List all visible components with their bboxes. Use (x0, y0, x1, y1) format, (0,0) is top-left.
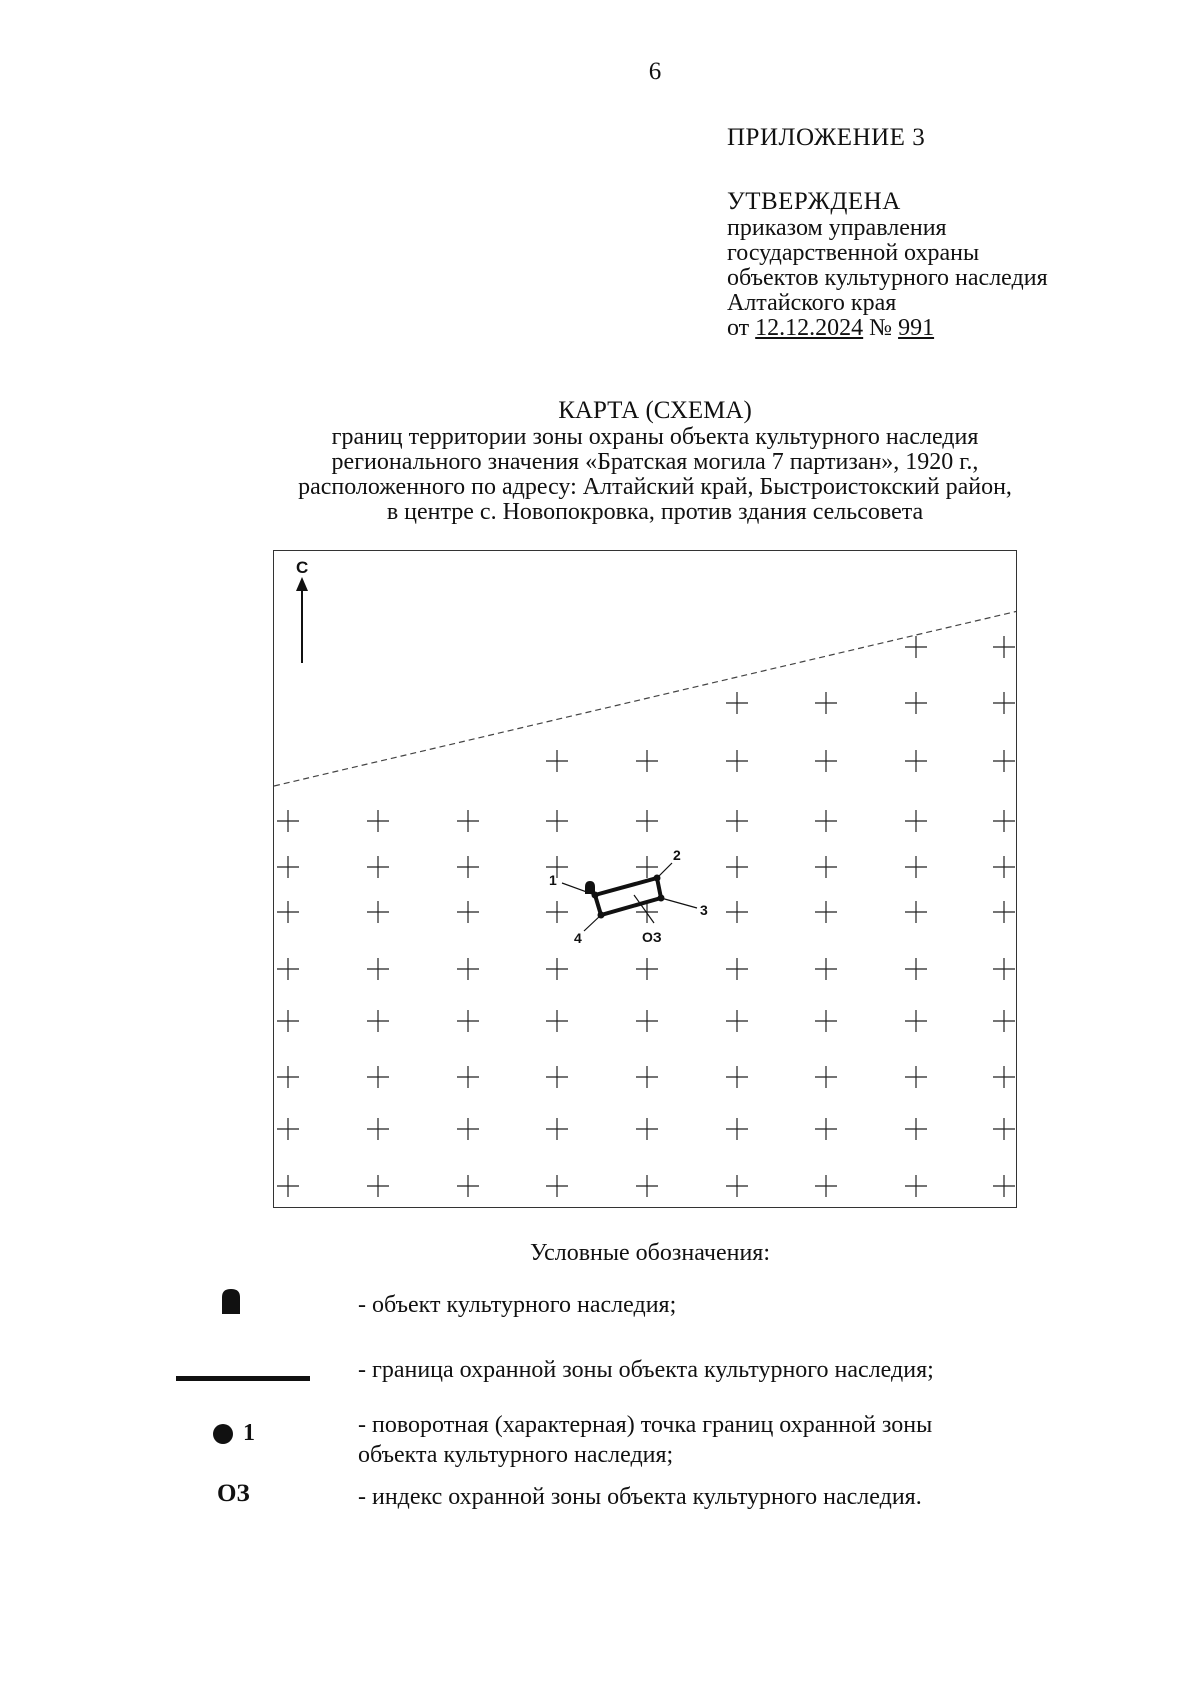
legend-index-label: ОЗ (217, 1480, 250, 1507)
approval-line: приказом управления (727, 215, 947, 241)
grid-cross (277, 1010, 299, 1032)
map-subtitle (0, 425, 1200, 525)
grid-cross (636, 750, 658, 772)
date-prefix: от (727, 315, 750, 341)
grid-cross (367, 1066, 389, 1088)
grid-cross (277, 901, 299, 923)
map-frame (273, 550, 1017, 1208)
grid-cross (905, 810, 927, 832)
grid-cross (636, 1010, 658, 1032)
grid-cross (905, 692, 927, 714)
grid-cross (993, 1010, 1015, 1032)
grid-cross (726, 1175, 748, 1197)
approval-block (727, 188, 1048, 341)
grid-cross (277, 958, 299, 980)
grid-cross (993, 1118, 1015, 1140)
grid-cross (815, 1175, 837, 1197)
turning-point (658, 895, 665, 902)
legend-boundary-text: - граница охранной зоны объекта культурного наследия; (358, 1357, 934, 1383)
grid-cross (905, 856, 927, 878)
map-title-block (0, 397, 1200, 525)
boundary-line-icon (176, 1376, 310, 1381)
grid-cross (546, 810, 568, 832)
grid-cross (993, 856, 1015, 878)
grid-cross (815, 750, 837, 772)
grid-cross (636, 1066, 658, 1088)
map-subtitle-line: расположенного по адресу: Алтайский край, Быстроистокский район, (298, 474, 1012, 500)
grid-cross (905, 958, 927, 980)
grid-cross (277, 1066, 299, 1088)
grid-cross (546, 1118, 568, 1140)
grid-cross (457, 1175, 479, 1197)
grid-cross (636, 1118, 658, 1140)
grid-cross (546, 901, 568, 923)
grid-cross (726, 901, 748, 923)
approval-line: объектов культурного наследия (727, 265, 1048, 291)
grid-cross (636, 1175, 658, 1197)
grid-cross (815, 901, 837, 923)
grid-cross (277, 1118, 299, 1140)
road-edge-line (274, 611, 1017, 786)
approval-line: Алтайского края (727, 290, 897, 316)
approval-date: 12.12.2024 (755, 315, 864, 341)
grid-cross (993, 636, 1015, 658)
grid-cross (726, 958, 748, 980)
approval-number: 991 (898, 315, 935, 341)
grid-cross (277, 856, 299, 878)
north-label: С (296, 558, 309, 577)
grid-cross (993, 1175, 1015, 1197)
grid-cross (367, 901, 389, 923)
grid-cross (367, 1175, 389, 1197)
grid-cross (815, 1010, 837, 1032)
grid-cross (993, 958, 1015, 980)
grid-cross (546, 1066, 568, 1088)
grid-cross (367, 1010, 389, 1032)
legend-heading: Условные обозначения: (529, 1240, 771, 1266)
grid-cross (726, 1066, 748, 1088)
grid-cross (457, 1066, 479, 1088)
approval-line: государственной охраны (727, 240, 980, 266)
legend-point-text-line: - поворотная (характерная) точка границ охранной зоны (358, 1412, 933, 1438)
grid-cross (277, 810, 299, 832)
number-sign: № (869, 315, 893, 341)
grid-cross (726, 1118, 748, 1140)
legend-index-text: - индекс охранной зоны объекта культурного наследия. (358, 1484, 922, 1510)
approval-date-line (727, 316, 1048, 341)
grid-cross (905, 1066, 927, 1088)
grid-cross (905, 636, 927, 658)
grid-cross (905, 1118, 927, 1140)
appendix-label: ПРИЛОЖЕНИЕ 3 (727, 124, 926, 151)
grid-cross (636, 810, 658, 832)
grid-cross (993, 1066, 1015, 1088)
point-label-1: 1 (549, 872, 557, 888)
grid-cross (546, 1010, 568, 1032)
grid-cross (546, 1175, 568, 1197)
turning-point (592, 892, 599, 899)
grid-cross (636, 856, 658, 878)
legend-object-text: - объект культурного наследия; (358, 1292, 677, 1318)
grid-cross (905, 1010, 927, 1032)
grid-cross (546, 958, 568, 980)
legend-point-text-line: объекта культурного наследия; (358, 1442, 674, 1468)
grid-cross (367, 958, 389, 980)
heritage-object-icon (220, 1288, 242, 1314)
turning-point-icon (213, 1424, 233, 1444)
grid-cross (726, 692, 748, 714)
protection-zone-boundary (595, 878, 661, 915)
legend-point-text (358, 1410, 932, 1470)
grid-cross (815, 958, 837, 980)
grid-cross (277, 1175, 299, 1197)
grid-cross (636, 958, 658, 980)
grid-cross (726, 750, 748, 772)
grid-cross (367, 810, 389, 832)
map-subtitle-line: регионального значения «Братская могила 7 партизан», 1920 г., (331, 449, 979, 475)
grid-cross (457, 1010, 479, 1032)
map-title: КАРТА (СХЕМА) (558, 397, 752, 424)
grid-cross (367, 1118, 389, 1140)
north-arrow (296, 577, 308, 663)
map-subtitle-line: границ территории зоны охраны объекта культурного наследия (331, 424, 979, 450)
grid-cross (457, 901, 479, 923)
grid-cross (457, 958, 479, 980)
grid-cross (815, 1118, 837, 1140)
grid-cross (905, 1175, 927, 1197)
grid-crosses (277, 636, 1015, 1197)
grid-cross (993, 750, 1015, 772)
approval-lines (727, 216, 1048, 341)
grid-cross (726, 810, 748, 832)
grid-cross (815, 1066, 837, 1088)
turning-point (654, 875, 661, 882)
grid-cross (993, 901, 1015, 923)
grid-cross (546, 750, 568, 772)
approved-heading: УТВЕРЖДЕНА (727, 188, 901, 215)
grid-cross (993, 810, 1015, 832)
grid-cross (905, 750, 927, 772)
grid-cross (815, 810, 837, 832)
turning-point (598, 912, 605, 919)
grid-cross (993, 692, 1015, 714)
grid-cross (815, 692, 837, 714)
grid-cross (905, 901, 927, 923)
point-label-3: 3 (700, 902, 708, 918)
grid-cross (457, 810, 479, 832)
map-scheme (274, 551, 1017, 1208)
point-leader-lines (562, 863, 697, 931)
legend-point-label: 1 (243, 1420, 255, 1446)
grid-cross (457, 1118, 479, 1140)
legend-point-symbol (213, 1420, 255, 1447)
grid-cross (367, 856, 389, 878)
grid-cross (815, 856, 837, 878)
map-subtitle-line: в центре с. Новопокровка, против здания сельсовета (386, 499, 924, 525)
grid-cross (726, 1010, 748, 1032)
grid-cross (726, 856, 748, 878)
grid-cross (457, 856, 479, 878)
zone-index-label: ОЗ (642, 929, 662, 945)
page-number: 6 (648, 58, 662, 85)
point-label-4: 4 (574, 930, 582, 946)
point-label-2: 2 (673, 847, 681, 863)
